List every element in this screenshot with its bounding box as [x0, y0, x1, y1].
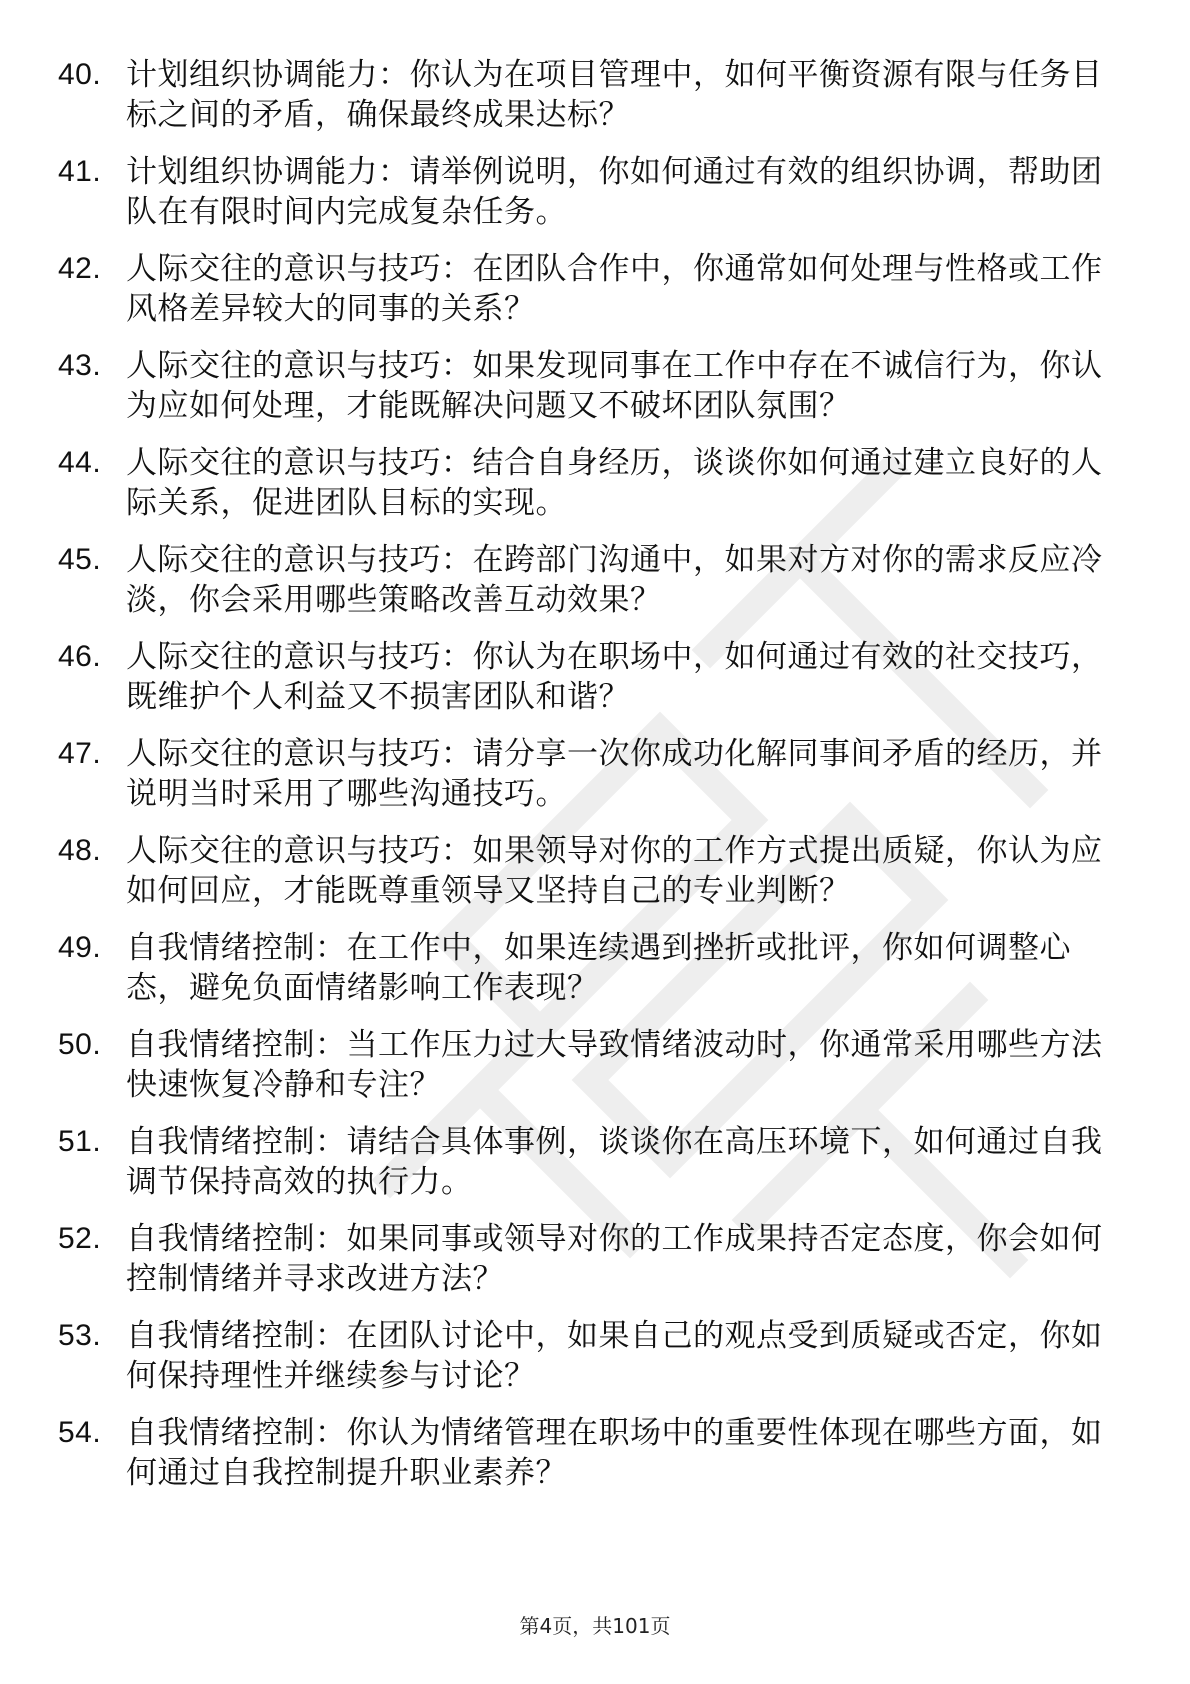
- question-item: [58, 831, 1118, 911]
- question-list: [58, 55, 1118, 1510]
- question-item: [58, 1413, 1118, 1493]
- question-item: [58, 443, 1118, 523]
- question-item: [58, 1219, 1118, 1299]
- question-item: [58, 55, 1118, 135]
- question-text: 人际交往的意识与技巧：你认为在职场中，如何通过有效的社交技巧，既维护个人利益又不损害团队和谐？: [126, 639, 1103, 715]
- question-item: [58, 637, 1118, 717]
- question-text: 人际交往的意识与技巧：如果领导对你的工作方式提出质疑，你认为应如何回应，才能既尊重领导又坚持自己的专业判断？: [126, 833, 1103, 909]
- question-number: 40.: [58, 58, 102, 91]
- question-text: 自我情绪控制：你认为情绪管理在职场中的重要性体现在哪些方面，如何通过自我控制提升职业素养？: [126, 1415, 1103, 1491]
- question-item: [58, 928, 1118, 1008]
- question-number: 48.: [58, 834, 102, 867]
- question-number: 45.: [58, 543, 102, 576]
- question-text: 自我情绪控制：在团队讨论中，如果自己的观点受到质疑或否定，你如何保持理性并继续参与讨论？: [126, 1318, 1103, 1394]
- question-text: 人际交往的意识与技巧：在跨部门沟通中，如果对方对你的需求反应冷淡，你会采用哪些策略改善互动效果？: [126, 542, 1103, 618]
- question-number: 43.: [58, 349, 102, 382]
- question-text: 自我情绪控制：当工作压力过大导致情绪波动时，你通常采用哪些方法快速恢复冷静和专注？: [126, 1027, 1103, 1103]
- question-text: 自我情绪控制：如果同事或领导对你的工作成果持否定态度，你会如何控制情绪并寻求改进方法？: [126, 1221, 1103, 1297]
- question-text: 人际交往的意识与技巧：请分享一次你成功化解同事间矛盾的经历，并说明当时采用了哪些沟通技巧。: [126, 736, 1103, 812]
- question-number: 42.: [58, 252, 102, 285]
- question-item: [58, 1122, 1118, 1202]
- page-number-footer: 第4页，共101页: [519, 1614, 671, 1638]
- question-text: 人际交往的意识与技巧：结合自身经历，谈谈你如何通过建立良好的人际关系，促进团队目标的实现。: [126, 445, 1103, 521]
- question-number: 41.: [58, 155, 102, 188]
- question-number: 46.: [58, 640, 102, 673]
- question-text: 人际交往的意识与技巧：如果发现同事在工作中存在不诚信行为，你认为应如何处理，才能既解决问题又不破坏团队氛围？: [126, 348, 1103, 424]
- question-number: 54.: [58, 1416, 102, 1449]
- question-text: 计划组织协调能力：你认为在项目管理中，如何平衡资源有限与任务目标之间的矛盾，确保最终成果达标？: [126, 57, 1103, 133]
- question-number: 44.: [58, 446, 102, 479]
- question-item: [58, 1316, 1118, 1396]
- question-number: 52.: [58, 1222, 102, 1255]
- question-item: [58, 346, 1118, 426]
- question-number: 50.: [58, 1028, 102, 1061]
- question-item: [58, 249, 1118, 329]
- question-item: [58, 1025, 1118, 1105]
- question-number: 53.: [58, 1319, 102, 1352]
- question-number: 47.: [58, 737, 102, 770]
- question-number: 51.: [58, 1125, 102, 1158]
- question-item: [58, 540, 1118, 620]
- question-text: 自我情绪控制：在工作中，如果连续遇到挫折或批评，你如何调整心态，避免负面情绪影响工作表现？: [126, 930, 1071, 1006]
- question-text: 人际交往的意识与技巧：在团队合作中，你通常如何处理与性格或工作风格差异较大的同事的关系？: [126, 251, 1103, 327]
- question-item: [58, 152, 1118, 232]
- question-item: [58, 734, 1118, 814]
- question-text: 计划组织协调能力：请举例说明，你如何通过有效的组织协调，帮助团队在有限时间内完成复杂任务。: [126, 154, 1103, 230]
- question-text: 自我情绪控制：请结合具体事例，谈谈你在高压环境下，如何通过自我调节保持高效的执行力。: [126, 1124, 1103, 1200]
- question-number: 49.: [58, 931, 102, 964]
